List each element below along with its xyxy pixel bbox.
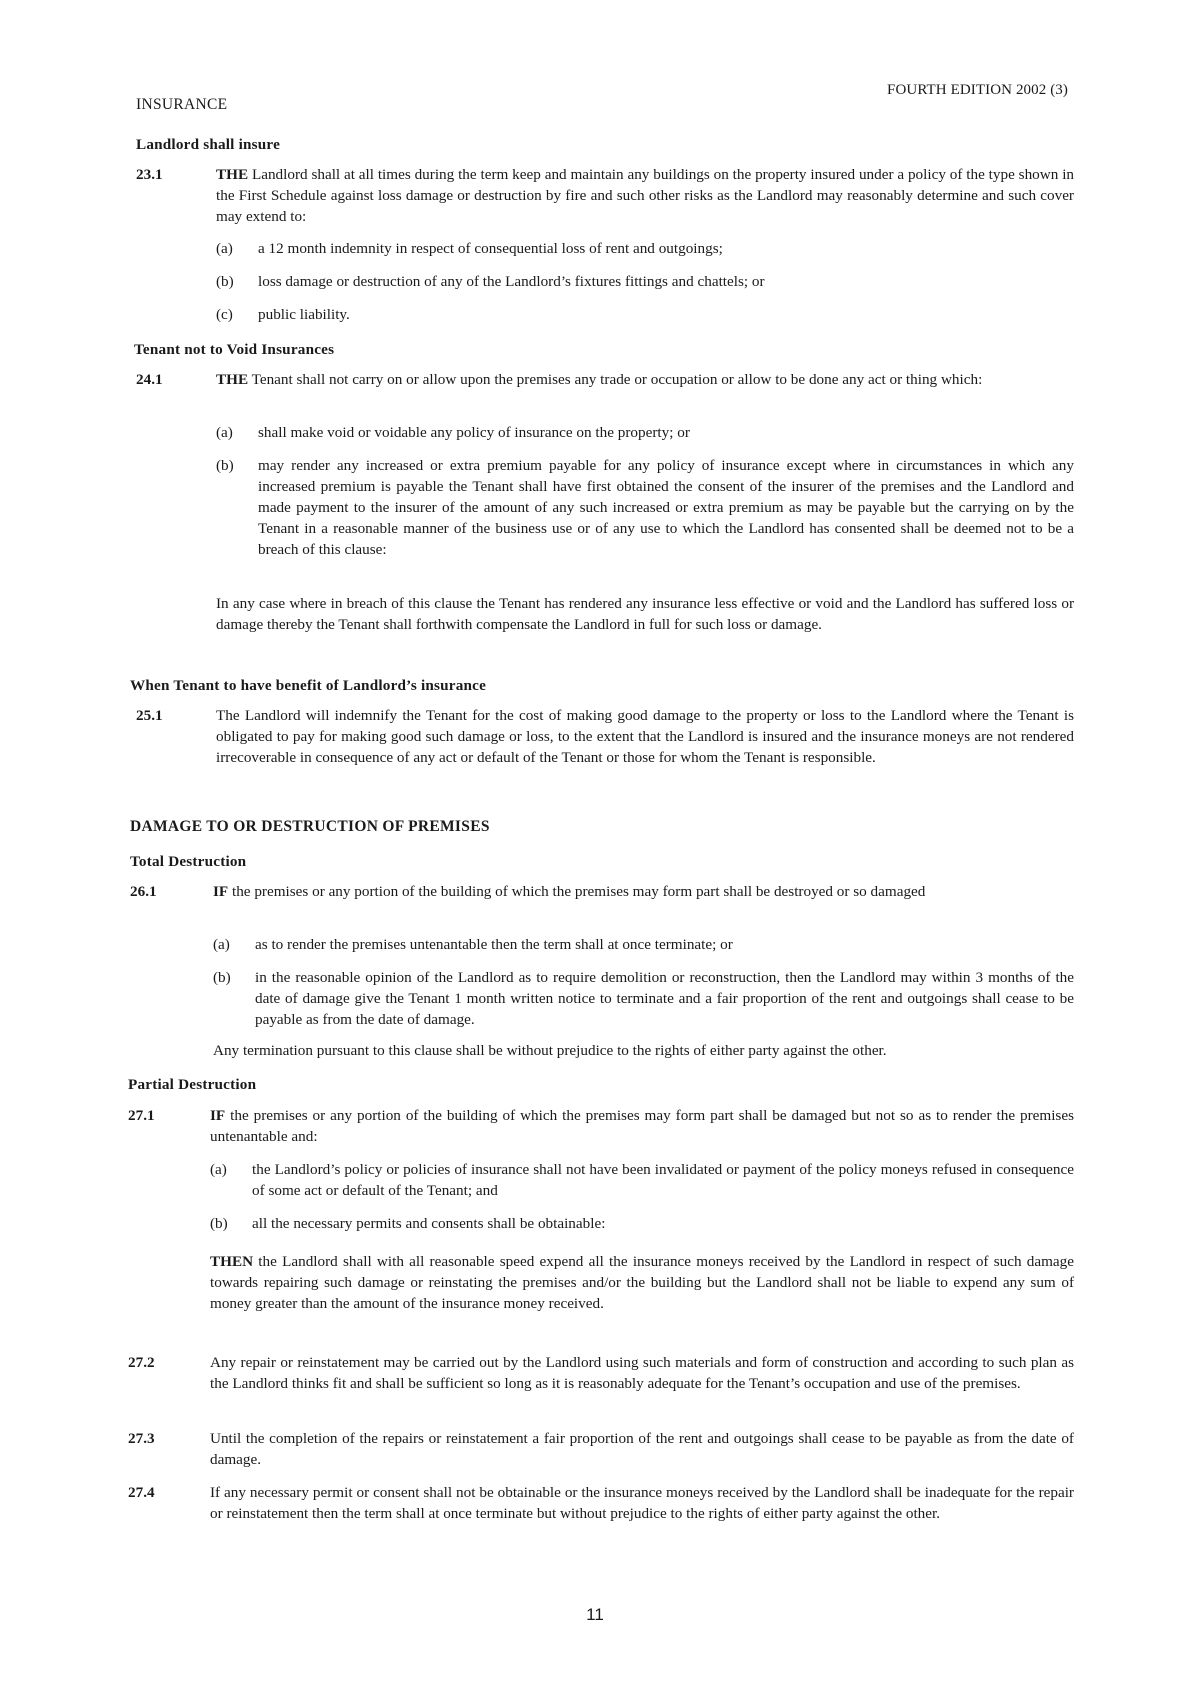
list-item-text: may render any increased or extra premium payable for any policy of insurance except where in circumstances in which any increased premium is payable the Tenant shall have first obtained the consent of the insurer of the premises and the Landlord and made payment to the insurer of the amount of any such increased or extra premium as may be payable but the carrying on by the Tenant in a reasonable manner of the business use or of any use to which the Landlord has consented shall be deemed not to be a breach of this clause: [258, 457, 1074, 558]
clause-27-1-then [210, 1251, 1074, 1314]
subheading-total-destruction: Total Destruction [130, 853, 247, 870]
clause-lead: IF [210, 1107, 226, 1124]
list-item-letter: (a) [216, 240, 233, 257]
subheading-partial-destruction: Partial Destruction [128, 1076, 257, 1093]
list-item-letter: (a) [210, 1161, 227, 1178]
section-heading-insurance: INSURANCE [136, 96, 228, 113]
clause-number: 27.3 [128, 1430, 155, 1447]
edition-label: FOURTH EDITION 2002 (3) [887, 82, 1068, 98]
list-item-letter: (b) [213, 969, 231, 986]
clause-number: 26.1 [130, 883, 157, 900]
clause-24-1-text [216, 369, 1074, 390]
list-item-letter: (b) [216, 457, 234, 474]
list-item-letter: (c) [216, 306, 233, 323]
list-item-text: all the necessary permits and consents shall be obtainable: [252, 1215, 606, 1232]
list-item-letter: (a) [213, 936, 230, 953]
clause-number: 27.4 [128, 1484, 155, 1501]
clause-26-1-text [213, 881, 1074, 902]
clause-number: 23.1 [136, 166, 163, 183]
clause-27-2-text: Any repair or reinstatement may be carried out by the Landlord using such materials and form of construction and according to such plan as the Landlord thinks fit and shall be sufficient so long as it is reasonably adequate for the Tenant’s occupation and use of the premises. [210, 1354, 1074, 1392]
clause-body: the premises or any portion of the building of which the premises may form part shall be destroyed or so damaged [231, 883, 926, 900]
clause-body: the premises or any portion of the building of which the premises may form part shall be damaged but not so as to render the premises untenantable and: [210, 1107, 1074, 1145]
clause-27-4-text: If any necessary permit or consent shall not be obtainable or the insurance moneys received by the Landlord shall be inadequate for the repair or reinstatement then the term shall at once terminate but without prejudice to the rights of either party against the other. [210, 1484, 1074, 1522]
clause-lead: THEN [210, 1253, 254, 1270]
clause-26-1-closing: Any termination pursuant to this clause shall be without prejudice to the rights of either party against the other. [213, 1042, 887, 1059]
list-item-text: a 12 month indemnity in respect of consequential loss of rent and outgoings; [258, 240, 723, 257]
clause-number: 24.1 [136, 371, 163, 388]
list-item-text: the Landlord’s policy or policies of insurance shall not have been invalidated or payment of the policy moneys refused in consequence of some act or default of the Tenant; and [252, 1161, 1074, 1199]
list-item-text: public liability. [258, 306, 350, 323]
clause-number: 25.1 [136, 707, 163, 724]
clause-number: 27.1 [128, 1107, 155, 1124]
clause-number: 27.2 [128, 1354, 155, 1371]
clause-25-1-text: The Landlord will indemnify the Tenant for the cost of making good damage to the property or loss to the Landlord where the Tenant is obligated to pay for making good such damage or loss, to the extent that the Landlord is insured and the insurance moneys are not rendered irrecoverable in consequence of any act or default of the Tenant or those for whom the Tenant is responsible. [216, 707, 1074, 766]
page-number: 11 [586, 1605, 604, 1624]
list-item-letter: (b) [216, 273, 234, 290]
list-item-text: as to render the premises untenantable then the term shall at once terminate; or [255, 936, 733, 953]
section-heading-damage: DAMAGE TO OR DESTRUCTION OF PREMISES [130, 818, 490, 835]
list-item-text: loss damage or destruction of any of the Landlord’s fixtures fittings and chattels; or [258, 273, 765, 290]
subheading-landlord-shall-insure: Landlord shall insure [136, 136, 281, 153]
list-item-text: shall make void or voidable any policy of insurance on the property; or [258, 424, 690, 441]
clause-lead: THE [216, 166, 249, 183]
list-item-letter: (b) [210, 1215, 228, 1232]
clause-24-1-closing: In any case where in breach of this clause the Tenant has rendered any insurance less effective or void and the Landlord has suffered loss or damage thereby the Tenant shall forthwith compensate the Landlord in full for such loss or damage. [216, 595, 1074, 633]
clause-body: Tenant shall not carry on or allow upon the premises any trade or occupation or allow to be done any act or thing which: [251, 371, 983, 388]
clause-lead: IF [213, 883, 229, 900]
list-item-letter: (a) [216, 424, 233, 441]
clause-23-1-text [216, 164, 1074, 227]
list-item-text: in the reasonable opinion of the Landlord as to require demolition or reconstruction, then the Landlord may within 3 months of the date of damage give the Tenant 1 month written notice to terminate and a fair proportion of the rent and outgoings shall cease to be payable as from the date of damage. [255, 969, 1074, 1028]
clause-lead: THE [216, 371, 249, 388]
subheading-tenant-benefit: When Tenant to have benefit of Landlord’s insurance [130, 677, 487, 694]
clause-27-3-text: Until the completion of the repairs or reinstatement a fair proportion of the rent and outgoings shall cease to be payable as from the date of damage. [210, 1430, 1074, 1468]
clause-27-1-text [210, 1105, 1074, 1147]
subheading-tenant-not-void: Tenant not to Void Insurances [134, 341, 335, 358]
clause-body: Landlord shall at all times during the term keep and maintain any buildings on the property insured under a policy of the type shown in the First Schedule against loss damage or destruction by fire and such other risks as the Landlord may reasonably determine and such cover may extend to: [216, 166, 1075, 225]
clause-body: the Landlord shall with all reasonable speed expend all the insurance moneys received by the Landlord in respect of such damage towards repairing such damage or reinstating the premises and/or the building but the Landlord shall not be liable to expend any sum of money greater than the amount of the insurance money received. [210, 1253, 1075, 1312]
